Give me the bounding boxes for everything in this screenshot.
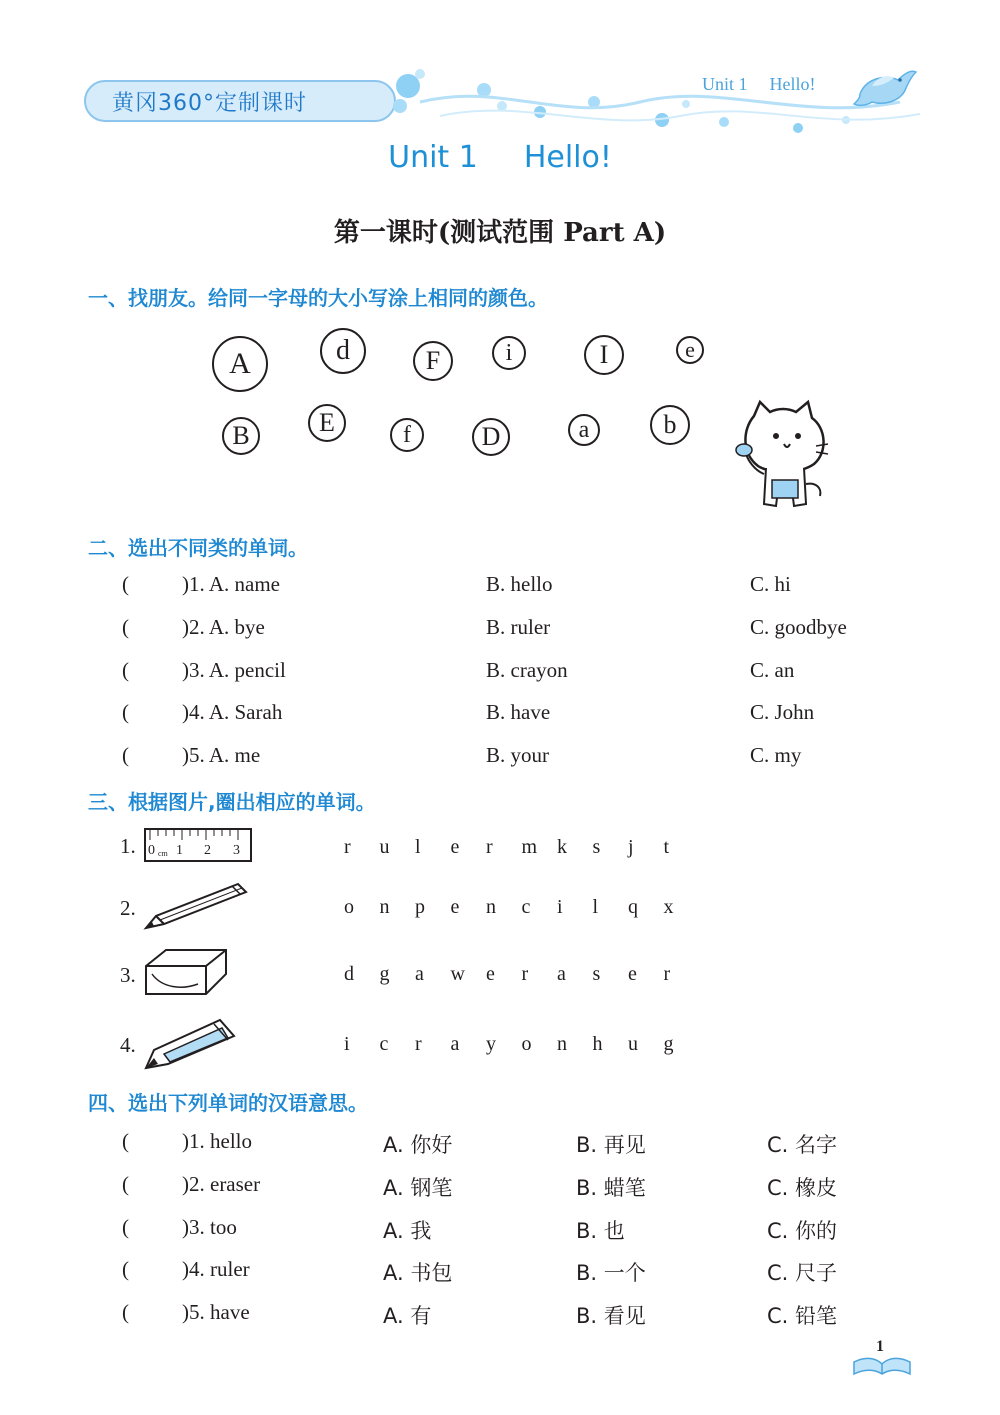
letter[interactable]: k — [557, 836, 567, 858]
ruler-unit: cm — [158, 849, 168, 858]
letter[interactable]: a — [415, 963, 424, 985]
paren[interactable]: ( — [122, 1257, 129, 1281]
option-b: B. have — [486, 700, 551, 724]
letter[interactable]: o — [521, 1033, 532, 1055]
letter[interactable]: n — [379, 896, 390, 918]
letter-circle[interactable]: A — [212, 336, 268, 392]
header-unit-label: Unit 1 — [702, 74, 748, 94]
option-c: C. 名字 — [767, 1133, 838, 1157]
option-a: A. 有 — [383, 1304, 432, 1328]
paren[interactable]: ( — [122, 1129, 129, 1153]
option-c: C. my — [750, 743, 802, 767]
option-b: B. 一个 — [576, 1261, 646, 1285]
question-number: )5. A. me — [182, 743, 261, 767]
letter[interactable]: n — [486, 896, 496, 918]
option-b: B. hello — [486, 572, 553, 596]
unit-name: Hello! — [523, 140, 612, 175]
crayon-icon — [142, 1012, 238, 1072]
header-unit-title: Hello! — [769, 74, 816, 94]
option-c: C. hi — [750, 572, 791, 596]
item-number: 2. — [120, 896, 136, 920]
question-number: )2. A. bye — [182, 615, 265, 639]
letter[interactable]: e — [450, 896, 460, 918]
option-a: A. 钢笔 — [383, 1176, 453, 1200]
paren[interactable]: ( — [122, 658, 129, 682]
item-number: 1. — [120, 834, 136, 858]
option-c: C. an — [750, 658, 795, 682]
letter[interactable]: p — [415, 896, 425, 918]
letter[interactable]: h — [592, 1033, 603, 1055]
question-word: )5. have — [182, 1300, 250, 1324]
option-b: B. ruler — [486, 615, 551, 639]
question-number: )1. A. name — [182, 572, 280, 596]
cat-mascot-icon — [730, 398, 834, 514]
paren[interactable]: ( — [122, 1300, 129, 1324]
letter-circle[interactable]: b — [650, 405, 690, 445]
letter[interactable]: t — [663, 836, 670, 858]
question-word: )4. ruler — [182, 1257, 250, 1281]
letter[interactable]: l — [592, 896, 599, 918]
letter[interactable]: d — [344, 963, 354, 985]
letter-circle[interactable]: E — [308, 404, 346, 442]
option-b: B. 也 — [576, 1219, 625, 1243]
letter-circle[interactable]: I — [584, 335, 624, 375]
letter[interactable]: a — [557, 963, 566, 985]
letter[interactable]: q — [628, 896, 638, 918]
option-b: B. 蜡笔 — [576, 1176, 646, 1200]
letter[interactable]: j — [628, 836, 634, 858]
letter[interactable]: e — [628, 963, 637, 985]
item-number: 3. — [120, 963, 136, 987]
question-word: )2. eraser — [182, 1172, 261, 1196]
ruler-mark: 2 — [204, 843, 211, 858]
option-c: C. 铅笔 — [767, 1304, 838, 1328]
section-1-heading: 一、找朋友。给同一字母的大小写涂上相同的颜色。 — [88, 286, 548, 310]
item-number: 4. — [120, 1033, 136, 1057]
letter[interactable]: e — [486, 963, 495, 985]
letter[interactable]: u — [628, 1033, 638, 1055]
letter-circle[interactable]: D — [472, 418, 510, 456]
question-word: )1. hello — [182, 1129, 252, 1153]
question-word: )3. too — [182, 1215, 237, 1239]
letter[interactable]: i — [557, 896, 563, 918]
letter[interactable]: c — [379, 1033, 389, 1055]
header-unit — [702, 74, 838, 95]
unit-number: Unit 1 — [388, 140, 478, 175]
letter[interactable]: r — [486, 836, 493, 858]
page-number: 1 — [876, 1338, 884, 1355]
letter[interactable]: o — [344, 896, 354, 918]
letter-circle[interactable]: i — [492, 336, 526, 370]
option-c: C. 橡皮 — [767, 1176, 838, 1200]
paren[interactable]: ( — [122, 743, 129, 767]
lesson-subtitle: 第一课时(测试范围 Part A) — [333, 218, 667, 248]
letter[interactable]: g — [379, 963, 390, 985]
ruler-icon — [144, 828, 252, 862]
section-2-heading: 二、选出不同类的单词。 — [88, 536, 308, 560]
ruler-mark: 3 — [233, 843, 240, 858]
letter[interactable]: s — [592, 963, 601, 985]
paren[interactable]: ( — [122, 572, 129, 596]
paren[interactable]: ( — [122, 700, 129, 724]
letter[interactable]: n — [557, 1033, 567, 1055]
letter[interactable]: s — [592, 836, 601, 858]
letter[interactable]: l — [415, 836, 421, 858]
option-a: A. 你好 — [383, 1133, 453, 1157]
option-b: B. crayon — [486, 658, 568, 682]
letter[interactable]: r — [344, 836, 351, 858]
question-number: )3. A. pencil — [182, 658, 286, 682]
unit-title — [0, 140, 1000, 175]
letter[interactable]: x — [663, 896, 674, 918]
letter[interactable]: w — [450, 963, 465, 985]
eraser-icon — [142, 944, 232, 1000]
option-b: B. your — [486, 743, 549, 767]
letter[interactable]: e — [450, 836, 460, 858]
section-4-heading: 四、选出下列单词的汉语意思。 — [88, 1091, 368, 1115]
ruler-mark: 1 — [176, 843, 183, 858]
book-icon — [852, 1354, 912, 1376]
letter-sequence-3[interactable] — [344, 963, 699, 986]
option-c: C. 你的 — [767, 1219, 838, 1243]
letter[interactable]: r — [415, 1033, 422, 1055]
option-a: A. 书包 — [383, 1261, 453, 1285]
letter[interactable]: g — [663, 1033, 674, 1055]
letter-sequence-4[interactable] — [344, 1033, 699, 1056]
letter-circle[interactable]: f — [390, 418, 424, 452]
option-c: C. John — [750, 700, 815, 724]
letter-circle[interactable]: F — [413, 341, 453, 381]
letter-circle[interactable]: e — [676, 336, 704, 364]
question-number: )4. A. Sarah — [182, 700, 283, 724]
brand-title: 黄冈360°定制课时 — [112, 91, 307, 116]
paren[interactable]: ( — [122, 1172, 129, 1196]
option-c: C. 尺子 — [767, 1261, 838, 1285]
section-3-heading: 三、根据图片,圈出相应的单词。 — [88, 790, 376, 814]
letter[interactable]: m — [521, 836, 538, 858]
letter[interactable]: i — [344, 1033, 350, 1055]
option-a: A. 我 — [383, 1219, 432, 1243]
letter-circle[interactable]: d — [320, 328, 366, 374]
letter[interactable]: a — [450, 1033, 460, 1055]
option-b: B. 看见 — [576, 1304, 646, 1328]
letter[interactable]: r — [521, 963, 529, 985]
option-c: C. goodbye — [750, 615, 847, 639]
bird-icon — [852, 64, 918, 112]
letter[interactable]: y — [486, 1033, 496, 1055]
option-b: B. 再见 — [576, 1133, 646, 1157]
letter-circle[interactable]: a — [568, 414, 600, 446]
letter[interactable]: r — [663, 963, 671, 985]
letter-sequence-1[interactable] — [344, 836, 699, 859]
ruler-mark: 0 — [148, 843, 155, 858]
letter[interactable]: u — [379, 836, 390, 858]
letter-sequence-2[interactable] — [344, 896, 699, 919]
paren[interactable]: ( — [122, 1215, 129, 1239]
letter[interactable]: c — [521, 896, 531, 918]
paren[interactable]: ( — [122, 615, 129, 639]
letter-circle[interactable]: B — [222, 417, 260, 455]
pencil-icon — [142, 878, 250, 934]
